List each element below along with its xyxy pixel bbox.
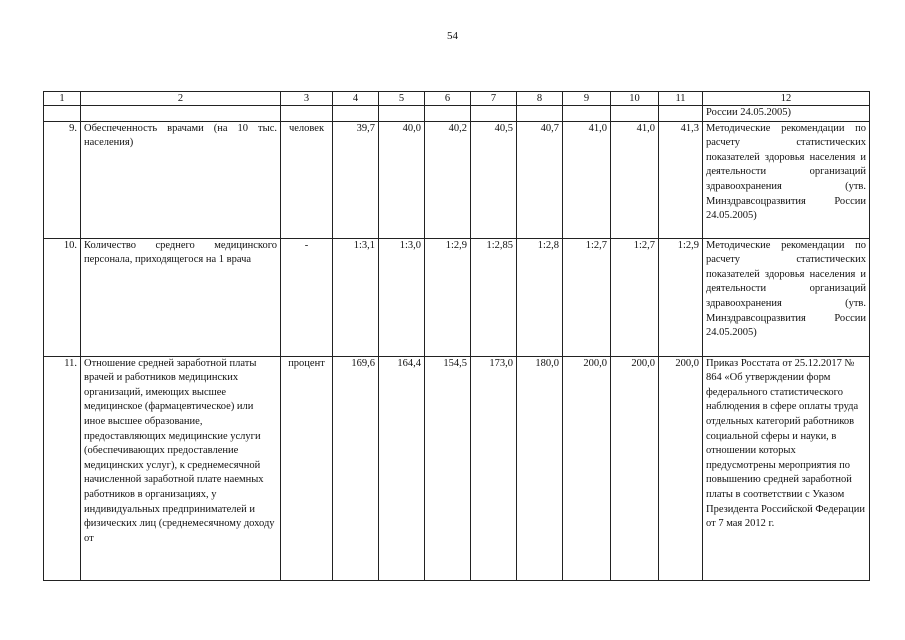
table-cell xyxy=(281,106,333,122)
value-cell: 41,0 xyxy=(611,121,659,238)
value-cell: 1:2,85 xyxy=(471,238,517,356)
value-cell: 164,4 xyxy=(379,356,425,580)
col-header: 10 xyxy=(611,92,659,106)
value-cell: 1:2,8 xyxy=(517,238,563,356)
col-header: 9 xyxy=(563,92,611,106)
value-cell: 1:2,7 xyxy=(563,238,611,356)
value-cell: 200,0 xyxy=(611,356,659,580)
column-number-row xyxy=(44,92,870,106)
value-cell: 40,7 xyxy=(517,121,563,238)
value-cell: 180,0 xyxy=(517,356,563,580)
value-cell: 173,0 xyxy=(471,356,517,580)
col-header: 3 xyxy=(281,92,333,106)
table-cell xyxy=(659,106,703,122)
value-cell: 41,3 xyxy=(659,121,703,238)
col-header: 8 xyxy=(517,92,563,106)
value-cell: 169,6 xyxy=(333,356,379,580)
value-cell: 39,7 xyxy=(333,121,379,238)
indicators-table xyxy=(43,91,870,581)
table-cell xyxy=(611,106,659,122)
row-number: 9. xyxy=(44,121,81,238)
table-cell xyxy=(44,106,81,122)
unit-cell: процент xyxy=(281,356,333,580)
table-cell xyxy=(81,106,281,122)
source-cell: Методические рекомендации по расчету статистических показателей здоровья населения и деятельности организаций здравоохранения (утв. Минздравсоцразвития России 24.05.2005) xyxy=(703,121,870,238)
col-header: 7 xyxy=(471,92,517,106)
source-cell: Приказ Росстата от 25.12.2017 № 864 «Об утверждении форм федерального статистического наблюдения в сфере оплаты труда отдельных категорий работников социальной сферы и науки, в отношении которых предусмотрены мероприятия по повышению средней заработной платы в соответствии с Указом Президента Российской Федерации от 7 мая 2012 г. xyxy=(706,357,865,530)
unit-cell: - xyxy=(281,238,333,356)
source-cell-wrap xyxy=(703,356,870,580)
value-cell: 1:3,1 xyxy=(333,238,379,356)
indicator-name: Количество среднего медицинского персонала, приходящегося на 1 врача xyxy=(81,238,281,356)
unit-cell: человек xyxy=(281,121,333,238)
table-row xyxy=(44,356,870,580)
source-cell: Методические рекомендации по расчету статистических показателей здоровья населения и деятельности организаций здравоохранения (утв. Минздравсоцразвития России 24.05.2005) xyxy=(703,238,870,356)
row-number: 11. xyxy=(44,356,81,580)
table-cell xyxy=(333,106,379,122)
table-cell xyxy=(471,106,517,122)
col-header: 12 xyxy=(703,92,870,106)
value-cell: 154,5 xyxy=(425,356,471,580)
indicator-name: Отношение средней заработной платы врачей и работников медицинских организаций, имеющих высшее медицинское (фармацевтическое) или иное высшее образование, предоставляющих медицинские услуги (обеспечивающих предоставление медицинских услуг), к среднемесячной начисленной заработной плате наемных работников в организациях, у индивидуальных предпринимателей и физических лиц (среднемесячному доходу от xyxy=(84,357,275,544)
value-cell: 1:2,9 xyxy=(425,238,471,356)
value-cell: 41,0 xyxy=(563,121,611,238)
row-number: 10. xyxy=(44,238,81,356)
value-cell: 1:2,9 xyxy=(659,238,703,356)
value-cell: 40,0 xyxy=(379,121,425,238)
value-cell: 1:2,7 xyxy=(611,238,659,356)
col-header: 6 xyxy=(425,92,471,106)
col-header: 2 xyxy=(81,92,281,106)
table-cell xyxy=(563,106,611,122)
value-cell: 40,2 xyxy=(425,121,471,238)
table-cell xyxy=(379,106,425,122)
table-cell xyxy=(517,106,563,122)
col-header: 11 xyxy=(659,92,703,106)
value-cell: 1:3,0 xyxy=(379,238,425,356)
table-cell xyxy=(425,106,471,122)
page-number: 54 xyxy=(447,30,458,42)
col-header: 4 xyxy=(333,92,379,106)
table-row xyxy=(44,121,870,238)
table-row xyxy=(44,238,870,356)
value-cell: 200,0 xyxy=(563,356,611,580)
value-cell: 40,5 xyxy=(471,121,517,238)
value-cell: 200,0 xyxy=(659,356,703,580)
source-cell: России 24.05.2005) xyxy=(703,106,870,122)
col-header: 5 xyxy=(379,92,425,106)
indicator-name: Обеспеченность врачами (на 10 тыс. населения) xyxy=(81,121,281,238)
col-header: 1 xyxy=(44,92,81,106)
carry-over-row xyxy=(44,106,870,122)
indicator-name-cell xyxy=(81,356,281,580)
